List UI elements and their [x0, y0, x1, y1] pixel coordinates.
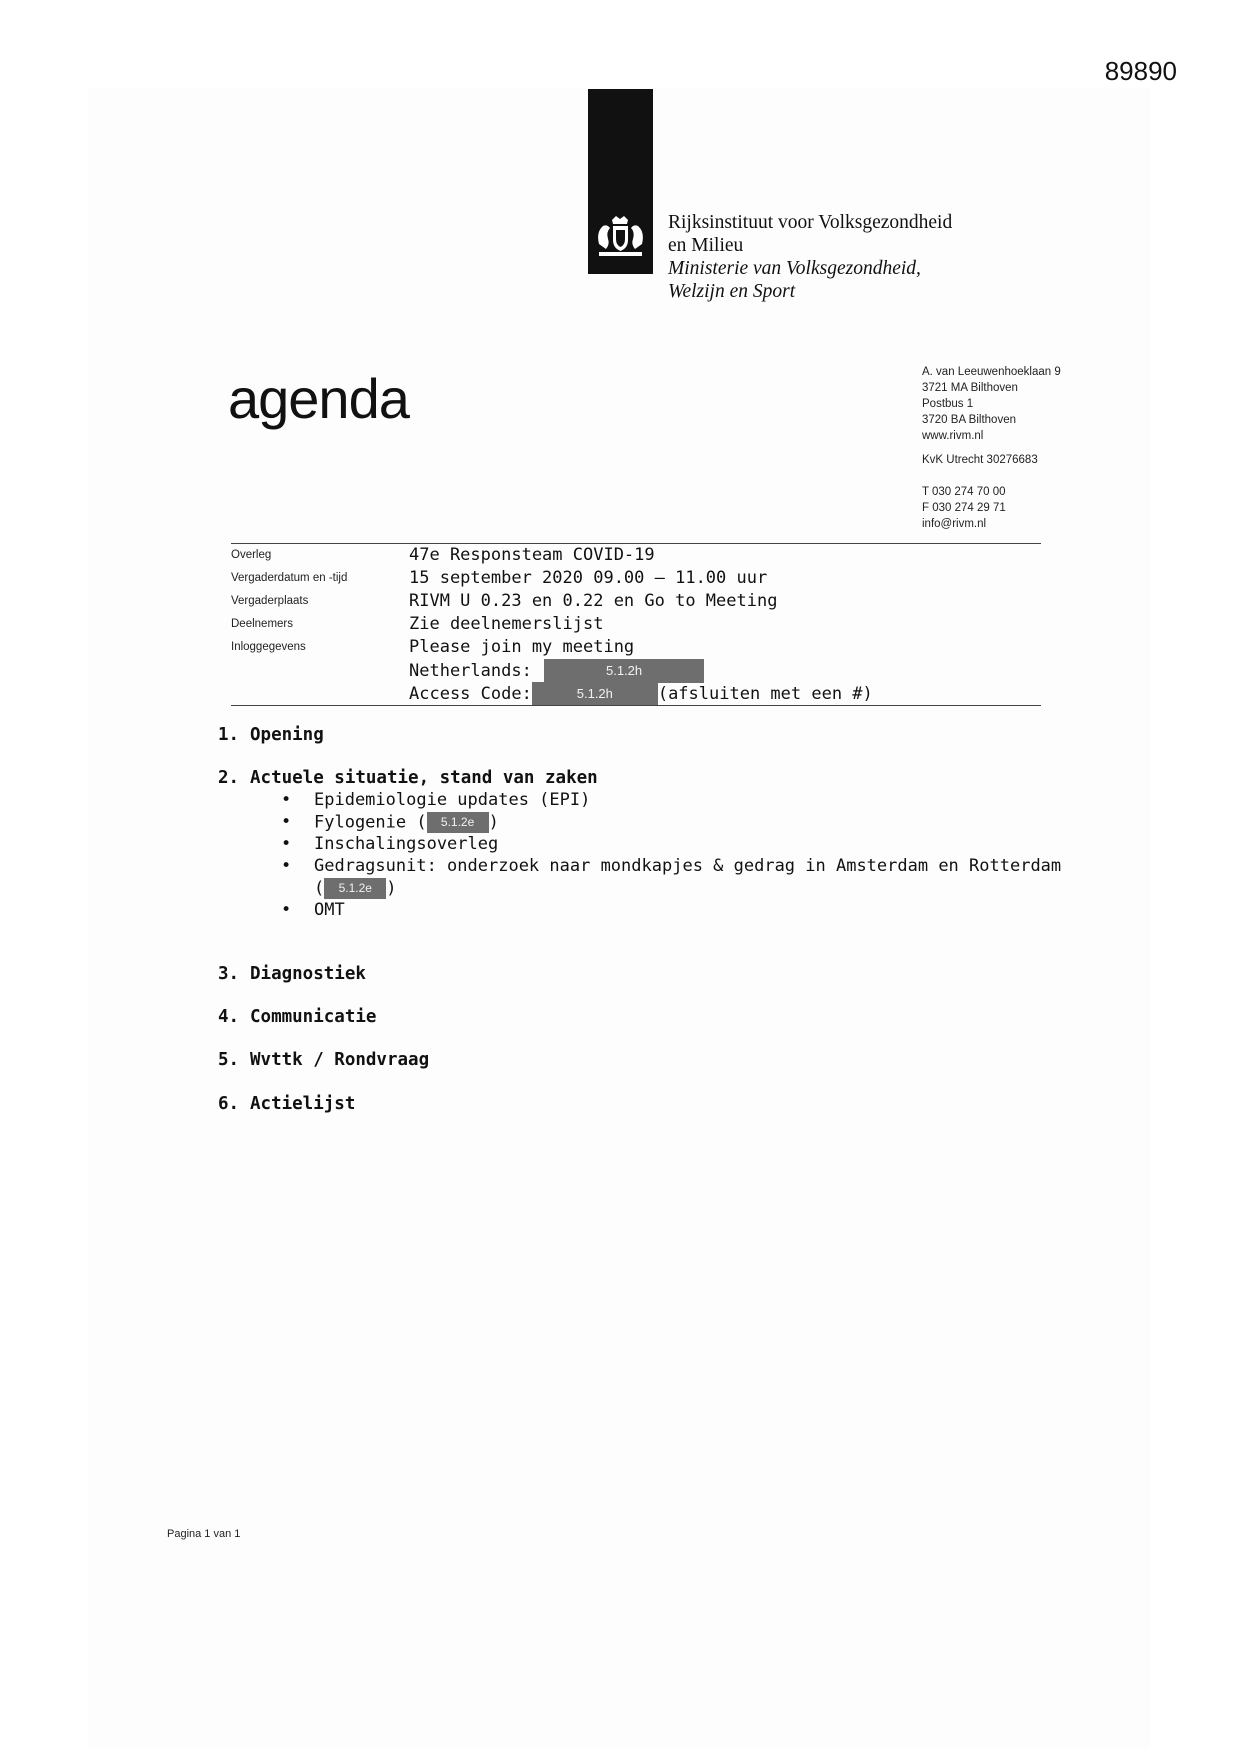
meta-row-plaats: [231, 591, 1041, 613]
meta-value: Please join my meeting: [409, 637, 635, 657]
meta-value: [409, 659, 704, 683]
redaction-box: 5.1.2e: [324, 878, 386, 899]
meta-value: [409, 682, 873, 706]
access-code-note: (afsluiten met een #): [657, 684, 873, 704]
agenda-item-number: 5.: [218, 1050, 240, 1070]
meta-label: Deelnemers: [231, 618, 293, 630]
sub-item-text: [314, 812, 499, 833]
ministry-line: Welzijn en Sport: [668, 281, 796, 302]
agenda-item-title: Actielijst: [250, 1094, 356, 1114]
meta-value: RIVM U 0.23 en 0.22 en Go to Meeting: [409, 591, 778, 611]
redaction-box: 5.1.2h: [532, 682, 658, 706]
bullet-icon: •: [281, 856, 292, 876]
spacer: [922, 468, 1061, 484]
fylogenie-label: Fylogenie (: [314, 812, 427, 833]
meta-label: Overleg: [231, 549, 272, 561]
redaction-box: 5.1.2h: [544, 659, 704, 683]
agenda-item-number: 6.: [218, 1094, 240, 1114]
agenda-item-title: Opening: [250, 725, 324, 745]
page-footer: Pagina 1 van 1: [167, 1528, 241, 1540]
meta-row-datum: [231, 568, 1041, 590]
address-phone: T 030 274 70 00: [922, 486, 1006, 498]
meta-row-access-code: [231, 682, 1041, 704]
agenda-item-title: Communicatie: [250, 1007, 377, 1027]
netherlands-label: Netherlands:: [409, 661, 532, 681]
spacer: [922, 444, 1061, 452]
bullet-icon: •: [281, 790, 292, 810]
address-postcode: 3721 MA Bilthoven: [922, 382, 1018, 394]
bullet-icon: •: [281, 812, 292, 832]
agenda-item-number: 1.: [218, 725, 240, 745]
address-fax: F 030 274 29 71: [922, 502, 1006, 514]
address-website: www.rivm.nl: [922, 430, 984, 442]
document-title: agenda: [228, 367, 409, 430]
ministry-line: Ministerie van Volksgezondheid,: [668, 258, 921, 279]
meta-row-overleg: [231, 545, 1041, 567]
agenda-item: [218, 1050, 429, 1070]
agenda-item: [218, 768, 598, 788]
bullet-icon: •: [281, 900, 292, 920]
agenda-item-number: 3.: [218, 964, 240, 984]
agenda-item-title: Wvttk / Rondvraag: [250, 1050, 430, 1070]
address-postbus: Postbus 1: [922, 398, 974, 410]
meta-label: Vergaderdatum en -tijd: [231, 572, 348, 584]
document-number: 89890: [1104, 56, 1177, 86]
sub-item-text: Gedragsunit: onderzoek naar mondkapjes & gedrag in Amsterdam en Rotterdam: [314, 856, 1062, 876]
organization-line: Rijksinstituut voor Volksgezondheid: [668, 212, 953, 233]
meta-top-rule: [231, 543, 1041, 544]
meta-label: Vergaderplaats: [231, 595, 309, 607]
agenda-item-number: 4.: [218, 1007, 240, 1027]
coat-of-arms-icon: [594, 214, 647, 260]
address-email: info@rivm.nl: [922, 518, 987, 530]
agenda-item: [218, 725, 324, 745]
organization-name: [668, 211, 952, 303]
meta-row-deelnemers: [231, 614, 1041, 636]
meta-value: Zie deelnemerslijst: [409, 614, 604, 634]
meta-bottom-rule: [231, 705, 1041, 706]
government-logo-bar: [588, 89, 653, 274]
agenda-item: [218, 964, 366, 984]
agenda-item: [218, 1094, 355, 1114]
gedrag-open: (: [314, 878, 325, 899]
meta-label: Inloggegevens: [231, 641, 306, 653]
sub-item-text: OMT: [314, 900, 345, 920]
address-kvk: KvK Utrecht 30276683: [922, 454, 1038, 466]
agenda-item: [218, 1007, 376, 1027]
sub-item-text: Epidemiologie updates (EPI): [314, 790, 591, 810]
redaction-box: 5.1.2e: [427, 812, 489, 833]
bullet-icon: •: [281, 834, 292, 854]
agenda-item-title: Diagnostiek: [250, 964, 366, 984]
sub-item-text: [314, 878, 397, 899]
access-code-label: Access Code:: [409, 684, 532, 704]
agenda-item-title: Actuele situatie, stand van zaken: [250, 768, 598, 788]
meta-value: 47e Responsteam COVID-19: [409, 545, 655, 565]
agenda-item-number: 2.: [218, 768, 240, 788]
gedrag-close: ): [386, 878, 397, 899]
fylogenie-close: ): [488, 812, 499, 833]
organization-line: en Milieu: [668, 235, 744, 256]
meta-row-inlog: [231, 637, 1041, 659]
page-background: [88, 88, 1150, 1748]
meta-row-netherlands: [231, 659, 1041, 681]
meta-value: 15 september 2020 09.00 – 11.00 uur: [409, 568, 768, 588]
address-postbus-postcode: 3720 BA Bilthoven: [922, 414, 1016, 426]
sub-item-text: Inschalingsoverleg: [314, 834, 499, 854]
address-block: [922, 364, 1061, 532]
address-street: A. van Leeuwenhoeklaan 9: [922, 366, 1061, 378]
